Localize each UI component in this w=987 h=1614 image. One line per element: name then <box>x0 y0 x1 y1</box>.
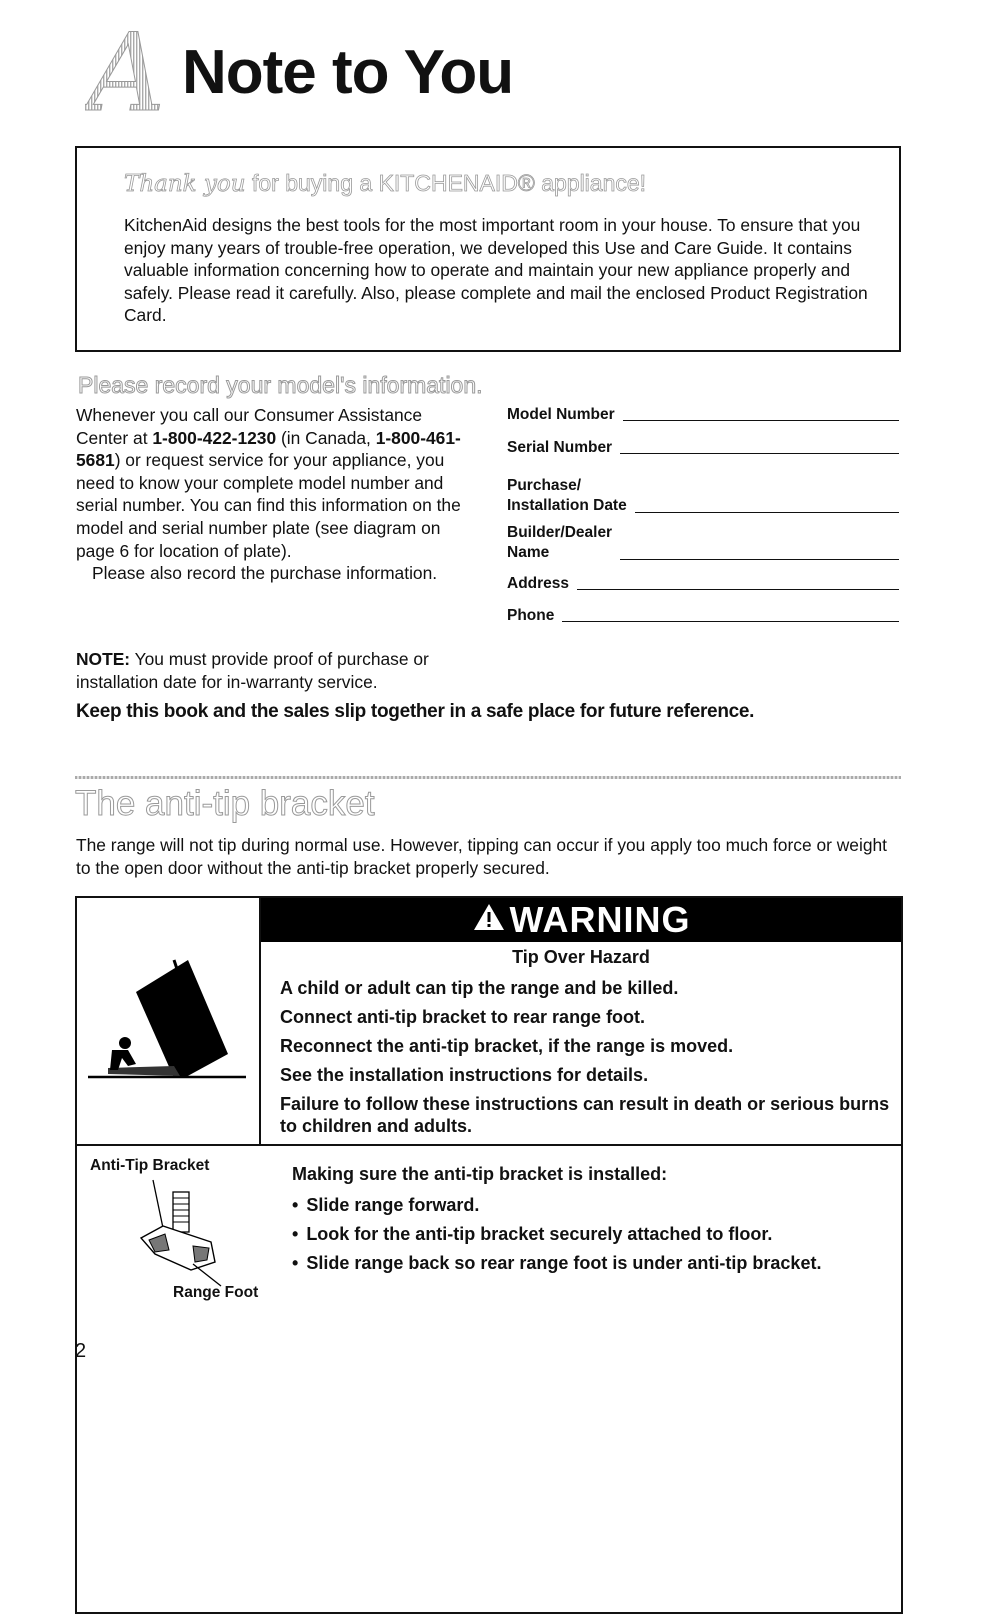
model-number-field[interactable]: Model Number <box>507 406 899 424</box>
tip-over-illustration <box>88 958 248 1082</box>
steps-list <box>292 1194 821 1281</box>
svg-text:A: A <box>87 18 165 128</box>
anti-tip-heading: The anti-tip bracket <box>75 784 375 823</box>
range-foot-label: Range Foot <box>173 1284 259 1301</box>
hazard-title: Tip Over Hazard <box>512 947 650 967</box>
keep-reference-text: Keep this book and the sales slip together in a safe place for future reference. <box>76 701 755 722</box>
anti-tip-bracket-illustration <box>135 1178 275 1288</box>
anti-tip-bracket-label: Anti-Tip Bracket <box>90 1157 210 1174</box>
note-text: NOTE: You must provide proof of purchase or installation date for in-warranty service. <box>76 649 429 692</box>
anti-tip-intro: The range will not tip during normal use. However, tipping can occur if you apply too much force or weight to the open door without the anti-tip bracket properly secured. <box>76 835 888 878</box>
section-divider <box>75 776 901 779</box>
record-instructions: Whenever you call our Consumer Assistance Center at 1-800-422-1230 (in Canada, 1-800-461-5681) or request service for your appliance, you need to know your complete model number and serial number. You can find this information on the model and serial number plate (see diagram on page 6 for location of plate). Please also record the purchase information. <box>76 405 461 584</box>
warning-line: See the installation instructions for details. <box>280 1065 649 1085</box>
warning-triangle-icon <box>472 899 506 941</box>
canada-phone: 1-800-461-5681 <box>76 427 461 471</box>
page-title: Note to You <box>182 38 514 107</box>
thank-you-body: KitchenAid designs the best tools for the most important room in your house. To ensure that you enjoy many years of trouble-free operation, we developed this Use and Care Guide. It contains valuable information concerning how to operate and maintain your new appliance properly and safely. Please read it carefully. Also, please complete and mail the enclosed Product Registration Card. <box>124 215 868 326</box>
builder-dealer-field[interactable]: Builder/Dealer Name <box>507 523 899 563</box>
address-field[interactable]: Address <box>507 575 899 593</box>
making-sure-heading: Making sure the anti-tip bracket is installed: <box>292 1164 668 1184</box>
thank-you-box <box>75 146 901 352</box>
warning-line: A child or adult can tip the range and be killed. <box>280 978 679 998</box>
us-phone: 1-800-422-1230 <box>152 427 277 448</box>
page-number: 2 <box>75 1340 87 1362</box>
phone-field[interactable]: Phone <box>507 607 899 625</box>
decorative-letter <box>85 18 177 128</box>
purchase-date-field[interactable]: Purchase/ Installation Date <box>507 476 899 516</box>
warning-banner: WARNING <box>261 898 901 942</box>
warning-text <box>280 977 890 1144</box>
warning-line: Reconnect the anti-tip bracket, if the range is moved. <box>280 1036 734 1056</box>
thank-you-heading: Thank you for buying a KITCHENAID® appliance! <box>124 170 647 197</box>
record-heading: Please record your model's information. <box>78 372 483 398</box>
warning-line: Failure to follow these instructions can result in death or serious burns to children and adults. <box>280 1094 890 1136</box>
list-item: • Look for the anti-tip bracket securely attached to floor. <box>292 1223 821 1245</box>
list-item: • Slide range back so rear range foot is under anti-tip bracket. <box>292 1252 821 1274</box>
warning-box-rule <box>75 1144 903 1146</box>
serial-number-field[interactable]: Serial Number <box>507 439 899 457</box>
list-item: • Slide range forward. <box>292 1194 821 1216</box>
warning-line: Connect anti-tip bracket to rear range foot. <box>280 1007 646 1027</box>
